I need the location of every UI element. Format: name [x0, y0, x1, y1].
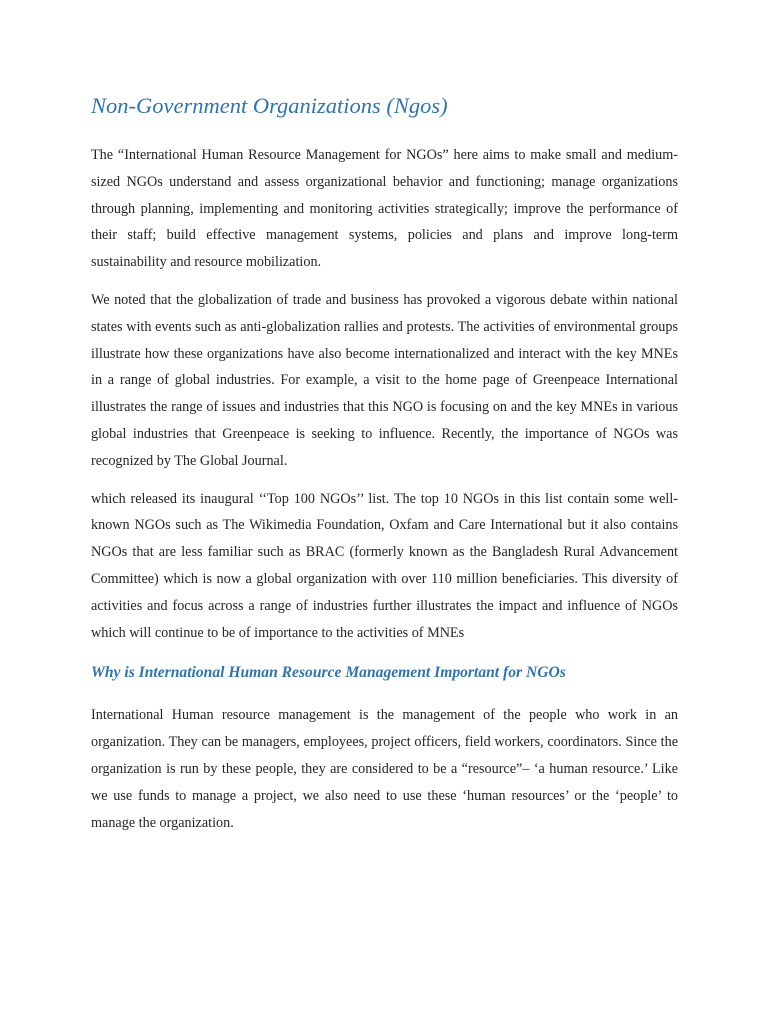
- section-heading: Why is International Human Resource Management Important for NGOs: [91, 664, 566, 682]
- paragraph-ihrm-definition: International Human resource management is the management of the people who work in an organization. They can be managers, employees, project officers, field workers, coordinators. Since the organization is run by these people, they are considered to be a “resource”– ‘a human resource.’ Like we use funds to manage a project, we also need to use these ‘human resources’ or the ‘people’ to manage the organization.: [91, 707, 678, 831]
- paragraph-globalization: We noted that the globalization of trade and business has provoked a vigorous debate within national states with events such as anti-globalization rallies and protests. The activities of environmental groups illustrate how these organizations have also become internationalized and interact with the key MNEs in a range of global industries. For example, a visit to the home page of Greenpeace International illustrates the range of issues and industries that this NGO is focusing on and the key MNEs in various global industries that Greenpeace is seeking to influence. Recently, the importance of NGOs was recognized by The Global Journal.: [91, 291, 678, 469]
- document-body: [91, 92, 678, 836]
- paragraph-intro: The “International Human Resource Management for NGOs” here aims to make small and medium-sized NGOs understand and assess organizational behavior and functioning; manage organizations through planning, implementing and monitoring activities strategically; improve the performance of their staff; build effective management systems, policies and plans and improve long-term sustainability and resource mobilization.: [91, 147, 678, 271]
- document-title: Non-Government Organizations (Ngos): [91, 93, 448, 118]
- paragraph-top-100-ngos: which released its inaugural ‘‘Top 100 NGOs’’ list. The top 10 NGOs in this list contain some well-known NGOs such as The Wikimedia Foundation, Oxfam and Care International but it also contains NGOs that are less familiar such as BRAC (formerly known as the Bangladesh Rural Advancement Committee) which is now a global organization with over 110 million beneficiaries. This diversity of activities and focus across a range of industries further illustrates the impact and influence of NGOs which will continue to be of importance to the activities of MNEs: [91, 490, 678, 641]
